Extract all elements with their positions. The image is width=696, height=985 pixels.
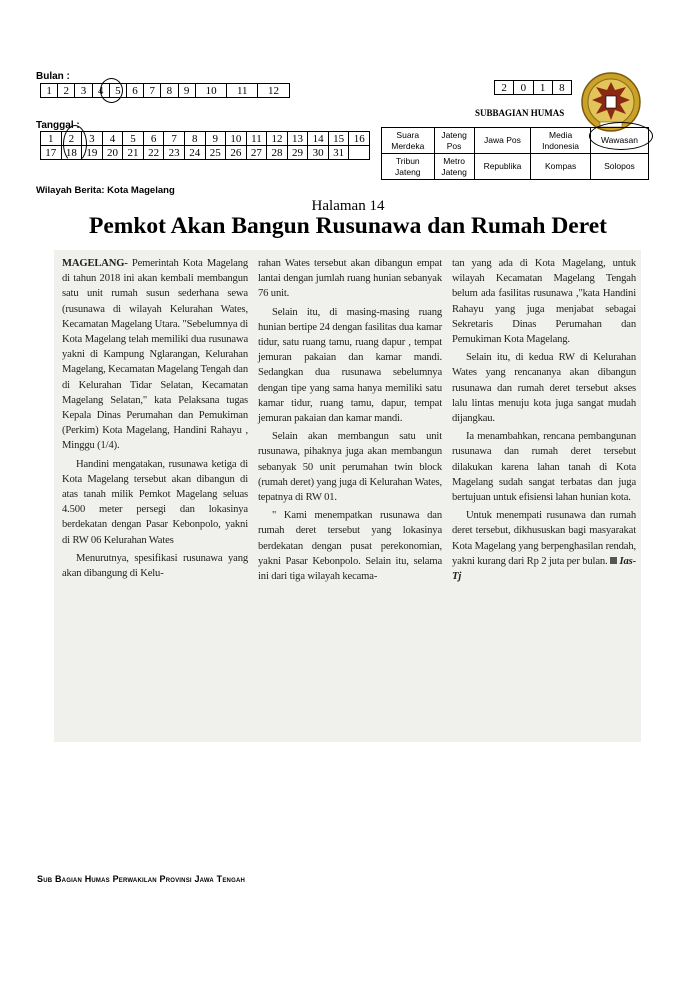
paragraph-text: Untuk menempati rusunawa dan rumah deret tersebut, dikhususkan bagi masyarakat Kota Magelang yang berpenghasilan rendah, yakni kurang dari Rp 2 juta per bulan.: [452, 510, 636, 567]
month-grid: [40, 83, 290, 98]
newspaper-cell: Kompas: [531, 154, 591, 180]
article-paragraph: " Kami menempatkan rusunawa dan rumah deret tersebut yang lokasinya berdekatan dengan pusat perekonomian, yakni Pasar Kebonpolo. Selain itu, selama ini dari tiga wilayah kecama-: [258, 510, 442, 583]
year-digit: 1: [533, 81, 552, 95]
newspaper-cell: Jawa Pos: [474, 128, 531, 154]
date-cell-selected: 2: [61, 132, 82, 146]
newspaper-cell: Tribun Jateng: [382, 154, 435, 180]
bulan-label: Bulan :: [36, 71, 70, 82]
month-cell: 9: [178, 84, 195, 98]
date-cell: 4: [102, 132, 123, 146]
date-cell: 29: [287, 146, 308, 160]
date-cell: 23: [164, 146, 185, 160]
newspaper-cell: Republika: [474, 154, 531, 180]
date-cell: 22: [143, 146, 164, 160]
date-cell: 3: [82, 132, 103, 146]
article-paragraph: [62, 256, 248, 454]
tanggal-label: Tanggal :: [36, 120, 80, 131]
date-cell: 10: [226, 132, 247, 146]
article-clipping: [54, 250, 641, 742]
date-cell: 5: [123, 132, 144, 146]
date-cell: 15: [328, 132, 349, 146]
month-cell: 1: [41, 84, 58, 98]
page-number: Halaman 14: [311, 198, 385, 214]
date-cell: 11: [246, 132, 267, 146]
date-cell: 12: [267, 132, 288, 146]
date-grid: [40, 131, 370, 160]
date-cell: 7: [164, 132, 185, 146]
newspaper-cell: Media Indonesia: [531, 128, 591, 154]
article-paragraph: Ia menambahkan, rencana pembangunan rusunawa dan rumah deret tersebut dilakukan karena lahan tanah di Kota Magelang sudah sangat terbatas dan juga bertujuan untuk efisiensi lahan hunian kota.: [452, 431, 636, 504]
date-cell: 16: [349, 132, 370, 146]
date-cell: 20: [102, 146, 123, 160]
newspaper-cell-selected: Wawasan: [590, 128, 648, 154]
article-paragraph: [452, 508, 636, 584]
selected-newspaper-circle: [589, 122, 653, 150]
date-cell: 25: [205, 146, 226, 160]
month-cell: 8: [161, 84, 178, 98]
month-cell: 7: [144, 84, 161, 98]
date-cell: 8: [184, 132, 205, 146]
newspaper-cell: Metro Jateng: [434, 154, 474, 180]
date-cell: 1: [41, 132, 62, 146]
newspaper-cell: Suara Merdeka: [382, 128, 435, 154]
month-cell: 10: [195, 84, 227, 98]
year-digit: 2: [495, 81, 514, 95]
newspaper-cell: Jateng Pos: [434, 128, 474, 154]
date-cell: 13: [287, 132, 308, 146]
date-cell: 21: [123, 146, 144, 160]
date-cell: 19: [82, 146, 103, 160]
article-headline: Pemkot Akan Bangun Rusunawa dan Rumah Deret: [89, 213, 607, 239]
article-paragraph: Menurutnya, spesifikasi rusunawa yang akan dibangung di Kelu-: [62, 552, 248, 580]
date-cell: 24: [184, 146, 205, 160]
date-cell: 9: [205, 132, 226, 146]
month-cell: 6: [126, 84, 143, 98]
newspaper-cell: Solopos: [590, 154, 648, 180]
article-column-3: [452, 256, 636, 587]
month-cell: 2: [58, 84, 75, 98]
article-paragraph: tan yang ada di Kota Magelang, untuk wilayah Kecamatan Magelang Tengah belum ada fasilitas rusunawa ,"kata Handini Rahayu yang juga menjabat sebagai Sekretaris Dinas Perumahan dan Pemukiman Kota Magelang.: [452, 258, 636, 346]
month-cell-selected: 4: [92, 84, 109, 98]
article-byline: Ias-Tj: [452, 555, 637, 583]
date-cell: 30: [308, 146, 329, 160]
year-digit: 8: [552, 81, 571, 95]
month-cell: 12: [258, 84, 290, 98]
selected-date-circle: [63, 125, 87, 163]
agency-label: SUBBAGIAN HUMAS: [475, 108, 565, 118]
footer-agency: Sub Bagian Humas Perwakilan Provinsi Jawa Tengah: [37, 874, 246, 884]
date-cell: 27: [246, 146, 267, 160]
article-dateline: MAGELANG-: [62, 258, 128, 269]
article-paragraph: Selain akan membangun satu unit rusunawa, pihaknya juga akan membangun sebanyak 50 unit perumahan twin block (rumah deret) yang juga di Kelurahan Wates, tepatnya di RW 01.: [258, 431, 442, 504]
date-cell-empty: [349, 146, 370, 160]
month-cell: 3: [75, 84, 92, 98]
end-mark-icon: [610, 557, 617, 564]
date-cell: 17: [41, 146, 62, 160]
selected-month-circle: [100, 78, 123, 103]
article-paragraph: Selain itu, di kedua RW di Kelurahan Wates yang rencananya akan dibangun rusunawa dan rumah deret tersebut akses lalu lintas menuju kota juga sangat mudah dijangkau.: [452, 352, 636, 425]
article-column-2: [258, 256, 442, 587]
year-grid: [494, 80, 572, 95]
article-paragraph: Selain itu, di masing-masing ruang hunian bertipe 24 dengan fasilitas dua kamar tidur, satu ruang tamu, ruang dapur , tempat jemuran pakaian dan kamar mandi. Sedangkan dua rusunawa sebelumnya dengan tipe yang sama hanya memiliki satu kamar tidur, ruang tamu, dapur, tempat jemuran pakaian dan kamar mandi.: [258, 306, 442, 425]
year-digit: 0: [514, 81, 533, 95]
month-cell: 5: [109, 84, 126, 98]
article-column-1: [62, 256, 248, 584]
paragraph-text: Pemerintah Kota Magelang di tahun 2018 ini akan kembali membangun satu unit rumah susun sederhana sewa (rusunawa di wilayah Kelurahan Wates, Kecamatan Magelang Utara. "Sebelumnya di Kota Magelang telah memiliki dua rusunawa yakni di Kampung Nglarangan, Kelurahan Magelang, Kecamatan Magelang Tengah dan di Kelurahan Tidar Selatan, Kecamatan Magelang Selatan," kata Pelaksana tugas Kepala Dinas Perumahan dan Pemukiman (Perkim) Kota Magelang, Handini Rahayu , Minggu (1/4).: [62, 258, 248, 452]
date-cell: 6: [143, 132, 164, 146]
article-paragraph: rahan Wates tersebut akan dibangun empat lantai dengan jumlah ruang hunian sebanyak 76 unit.: [258, 258, 442, 300]
date-cell: 14: [308, 132, 329, 146]
date-cell: 18: [61, 146, 82, 160]
date-cell: 26: [226, 146, 247, 160]
month-cell: 11: [227, 84, 258, 98]
date-cell: 28: [267, 146, 288, 160]
date-cell: 31: [328, 146, 349, 160]
region-label: Wilayah Berita: Kota Magelang: [36, 185, 175, 196]
article-paragraph: Handini mengatakan, rusunawa ketiga di Kota Magelang tersebut akan dibangun di atas tanah milik Pemkot Magelang seluas 4.500 meter persegi dan lokasinya berdekatan dengan Pasar Kebonpolo, yakni di RW 06 Kelurahan Wates: [62, 458, 248, 546]
